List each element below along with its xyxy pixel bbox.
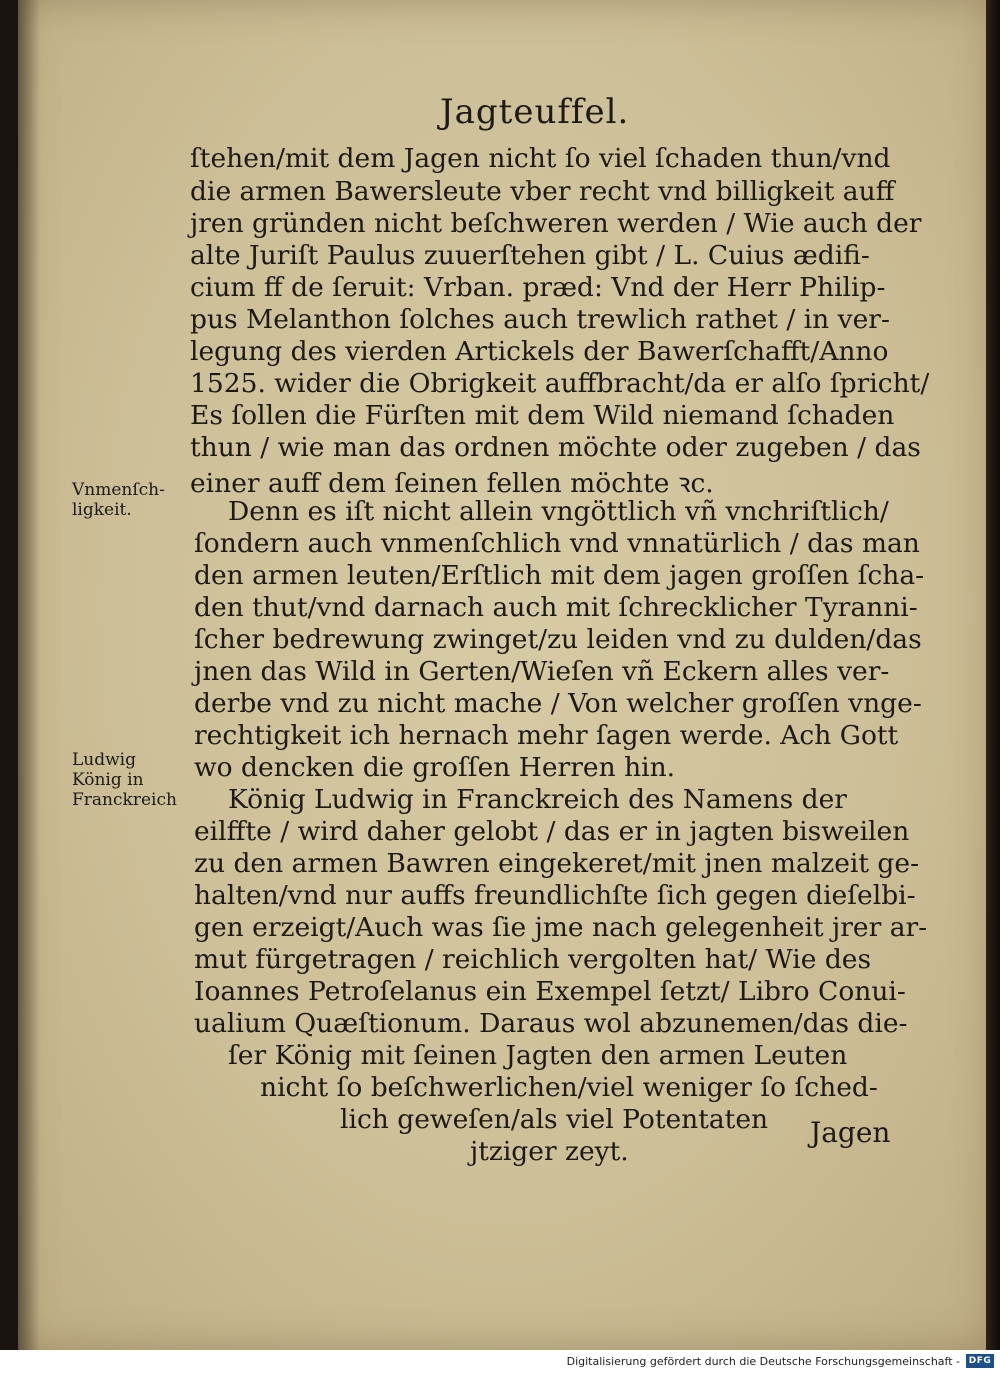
text-line: nicht ſo beſchwerlichen/viel weniger ſo ſched- bbox=[260, 1072, 878, 1103]
text-line: den thut/vnd darnach auch mit ſchrecklicher Tyranni- bbox=[194, 592, 918, 623]
dfg-logo-icon: DFG bbox=[966, 1354, 994, 1368]
text-line: ſcher bedrewung zwinget/zu leiden vnd zu dulden/das bbox=[194, 624, 922, 655]
text-line: ſtehen/mit dem Jagen nicht ſo viel ſchaden thun/vnd bbox=[190, 143, 891, 174]
text-line: legung des vierden Artickels der Bawerſchafft/Anno bbox=[190, 336, 889, 367]
text-line: jtziger zeyt. bbox=[470, 1136, 629, 1167]
text-line: mut fürgetragen / reichlich vergolten hat/ Wie des bbox=[194, 944, 872, 975]
text-line: derbe vnd zu nicht mache / Von welcher groſſen vnge- bbox=[194, 688, 922, 719]
text-line: ualium Quæſtionum. Daraus wol abzunemen/das die- bbox=[194, 1008, 908, 1039]
text-line: den armen leuten/Erſtlich mit dem jagen groſſen ſcha- bbox=[194, 560, 925, 591]
text-line: einer auff dem ſeinen fellen möchte ꝛc. bbox=[190, 468, 714, 499]
text-line: Ioannes Petroſelanus ein Exempel ſetzt/ Libro Conui- bbox=[194, 976, 906, 1007]
text-line: halten/vnd nur auffs freundlichſte ſich gegen dieſelbi- bbox=[194, 880, 916, 911]
spine-shadow bbox=[18, 0, 40, 1350]
text-line: 1525. wider die Obrigkeit auffbracht/da er alſo ſpricht/ bbox=[190, 368, 930, 399]
marginal-note: Franckreich bbox=[72, 790, 177, 810]
text-line: cium ff de ſeruit: Vrban. præd: Vnd der Herr Philip- bbox=[190, 272, 886, 303]
catchword: Jagen bbox=[810, 1116, 891, 1149]
text-line: Denn es iſt nicht allein vngöttlich vñ vnchriſtlich/ bbox=[228, 496, 889, 527]
text-line: Es ſollen die Fürſten mit dem Wild niemand ſchaden bbox=[190, 400, 895, 431]
text-line: gen erzeigt/Auch was ſie jme nach gelegenheit jrer ar- bbox=[194, 912, 928, 943]
text-line: rechtigkeit ich hernach mehr ſagen werde. Ach Gott bbox=[194, 720, 899, 751]
text-line: thun / wie man das ordnen möchte oder zugeben / das bbox=[190, 432, 921, 463]
text-line: wo dencken die groſſen Herren hin. bbox=[194, 752, 676, 783]
text-line: pus Melanthon ſolches auch trewlich rathet / in ver- bbox=[190, 304, 890, 335]
book-edge bbox=[986, 0, 1000, 1350]
text-line: König Ludwig in Franckreich des Namens der bbox=[228, 784, 847, 815]
text-line: jren gründen nicht beſchweren werden / Wie auch der bbox=[190, 208, 922, 239]
marginal-note: König in bbox=[72, 770, 144, 790]
funding-notice: Digitalisierung gefördert durch die Deutsche Forschungsgemeinschaft - bbox=[566, 1355, 960, 1368]
marginal-note: Ludwig bbox=[72, 750, 136, 770]
text-line: ſer König mit ſeinen Jagten den armen Leuten bbox=[228, 1040, 848, 1071]
text-line: zu den armen Bawren eingekeret/mit jnen malzeit ge- bbox=[194, 848, 920, 879]
text-line: die armen Bawersleute vber recht vnd billigkeit auff bbox=[190, 176, 895, 207]
text-line: jnen das Wild in Gerten/Wieſen vñ Eckern alles ver- bbox=[194, 656, 890, 687]
text-line: eilffte / wird daher gelobt / das er in jagten bisweilen bbox=[194, 816, 910, 847]
footer-bar bbox=[0, 1350, 1000, 1374]
text-line: alte Juriſt Paulus zuuerſtehen gibt / L. Cuius ædifi- bbox=[190, 240, 870, 271]
marginal-note: ligkeit. bbox=[72, 500, 132, 520]
text-line: lich geweſen/als viel Potentaten bbox=[340, 1104, 769, 1135]
marginal-note: Vnmenſch- bbox=[72, 480, 165, 500]
running-header: Jagteuffel. bbox=[440, 92, 630, 132]
text-line: ſondern auch vnmenſchlich vnd vnnatürlich / das man bbox=[194, 528, 920, 559]
